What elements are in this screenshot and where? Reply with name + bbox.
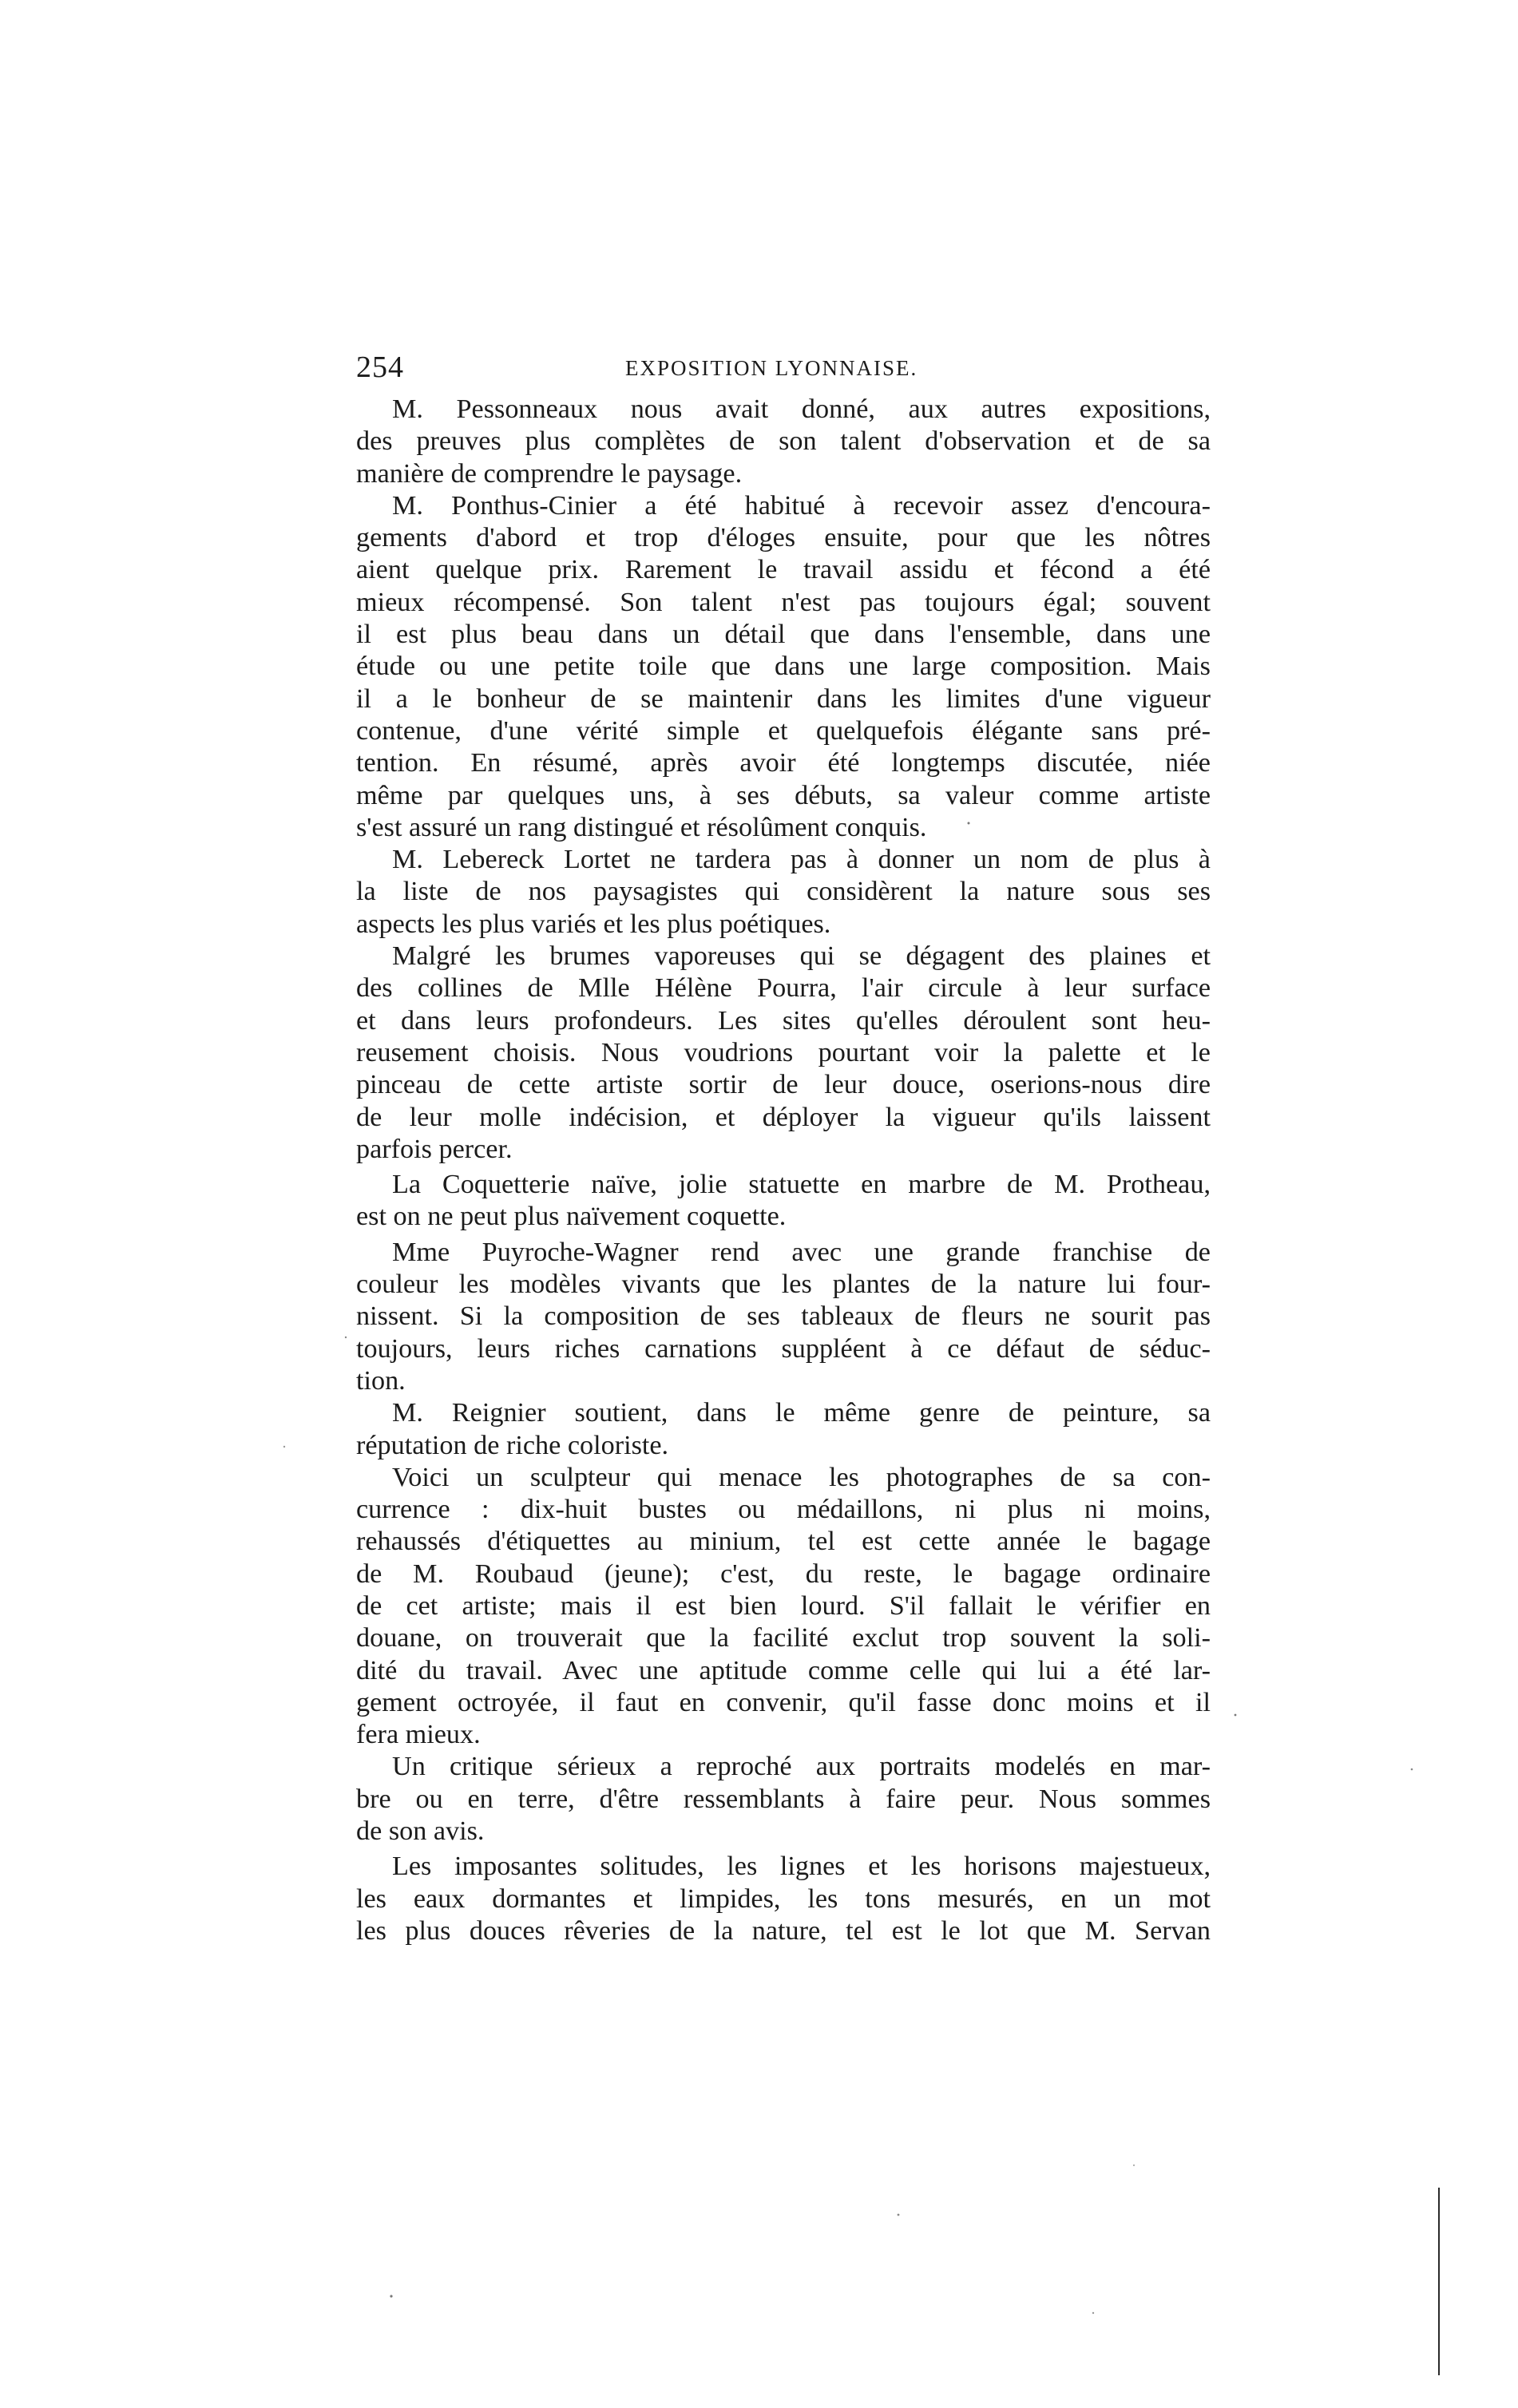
text-line: il a le bonheur de se maintenir dans les limites d'une vigueur: [356, 683, 1211, 714]
text-line: fera mieux.: [356, 1720, 481, 1750]
text-line: Un critique sérieux a reproché aux portraits modelés en mar-: [392, 1752, 1211, 1782]
text-line: aient quelque prix. Rarement le travail assidu et fécond a été: [356, 555, 1211, 585]
text-line: La Coquetterie naïve, jolie statuette en marbre de M. Protheau,: [392, 1170, 1211, 1200]
text-line: Voici un sculpteur qui menace les photographes de sa con-: [392, 1462, 1211, 1492]
text-line: dité du travail. Avec une aptitude comme celle qui lui a été lar-: [356, 1655, 1211, 1685]
text-line: M. Ponthus-Cinier a été habitué à recevoir assez d'encoura-: [392, 490, 1211, 521]
text-line: currence : dix-huit bustes ou médaillons, ni plus ni moins,: [356, 1495, 1211, 1525]
text-line: manière de comprendre le paysage.: [356, 458, 743, 489]
text-line: gements d'abord et trop d'éloges ensuite, pour que les nôtres: [356, 523, 1211, 553]
running-title: EXPOSITION LYONNAISE.: [625, 356, 918, 380]
text-line: aspects les plus variés et les plus poétiques.: [356, 909, 831, 939]
text-line: mieux récompensé. Son talent n'est pas toujours égal; souvent: [356, 587, 1211, 617]
text-line: pinceau de cette artiste sortir de leur douce, oserions-nous dire: [356, 1070, 1211, 1100]
text-line: de son avis.: [356, 1816, 485, 1847]
text-line: les plus douces rêveries de la nature, tel est le lot que M. Servan: [356, 1915, 1211, 1946]
text-line: rehaussés d'étiquettes au minium, tel est cette année le bagage: [356, 1527, 1211, 1557]
text-line: toujours, leurs riches carnations suppléent à ce défaut de séduc-: [356, 1333, 1211, 1364]
text-line: il est plus beau dans un détail que dans l'ensemble, dans une: [356, 620, 1211, 650]
text-line: douane, on trouverait que la facilité exclut trop souvent la soli-: [356, 1623, 1211, 1654]
text-line: tion.: [356, 1365, 406, 1396]
text-line: de cet artiste; mais il est bien lourd. S'il fallait le vérifier en: [356, 1590, 1211, 1621]
text-line: nissent. Si la composition de ses tableaux de fleurs ne sourit pas: [356, 1301, 1211, 1332]
text-line: gement octroyée, il faut en convenir, qu'il fasse donc moins et il: [356, 1687, 1211, 1717]
text-line: couleur les modèles vivants que les plantes de la nature lui four-: [356, 1269, 1211, 1300]
page-number: 254: [356, 351, 404, 384]
text-line: même par quelques uns, à ses débuts, sa valeur comme artiste: [356, 780, 1211, 810]
text-line: reusement choisis. Nous voudrions pourtant voir la palette et le: [356, 1037, 1211, 1067]
text-line: Mme Puyroche-Wagner rend avec une grande franchise de: [392, 1237, 1211, 1267]
text-line: Les imposantes solitudes, les lignes et les horisons majestueux,: [392, 1852, 1211, 1882]
margin-rule: [1438, 2188, 1440, 2375]
text-line: bre ou en terre, d'être ressemblants à faire peur. Nous sommes: [356, 1784, 1211, 1814]
text-line: parfois percer.: [356, 1134, 513, 1164]
text-line: M. Pessonneaux nous avait donné, aux autres expositions,: [392, 394, 1211, 424]
text-line: Malgré les brumes vaporeuses qui se dégagent des plaines et: [392, 941, 1211, 972]
text-line: est on ne peut plus naïvement coquette.: [356, 1202, 787, 1232]
text-line: et dans leurs profondeurs. Les sites qu'elles déroulent sont heu-: [356, 1005, 1211, 1036]
text-line: s'est assuré un rang distingué et résolûment conquis.: [356, 812, 927, 842]
text-line: de M. Roubaud (jeune); c'est, du reste, le bagage ordinaire: [356, 1558, 1211, 1589]
text-line: les eaux dormantes et limpides, les tons mesurés, en un mot: [356, 1883, 1211, 1914]
text-line: M. Reignier soutient, dans le même genre de peinture, sa: [392, 1398, 1211, 1428]
text-line: tention. En résumé, après avoir été longtemps discutée, niée: [356, 748, 1211, 778]
text-line: contenue, d'une vérité simple et quelquefois élégante sans pré-: [356, 715, 1211, 746]
text-line: des preuves plus complètes de son talent d'observation et de sa: [356, 426, 1211, 457]
text-line: la liste de nos paysagistes qui considèrent la nature sous ses: [356, 877, 1211, 907]
text-line: étude ou une petite toile que dans une large composition. Mais: [356, 652, 1211, 682]
text-line: réputation de riche coloriste.: [356, 1430, 669, 1460]
text-line: M. Lebereck Lortet ne tardera pas à donner un nom de plus à: [392, 845, 1211, 875]
text-line: des collines de Mlle Hélène Pourra, l'air circule à leur surface: [356, 973, 1211, 1004]
text-line: de leur molle indécision, et déployer la vigueur qu'ils laissent: [356, 1102, 1211, 1132]
